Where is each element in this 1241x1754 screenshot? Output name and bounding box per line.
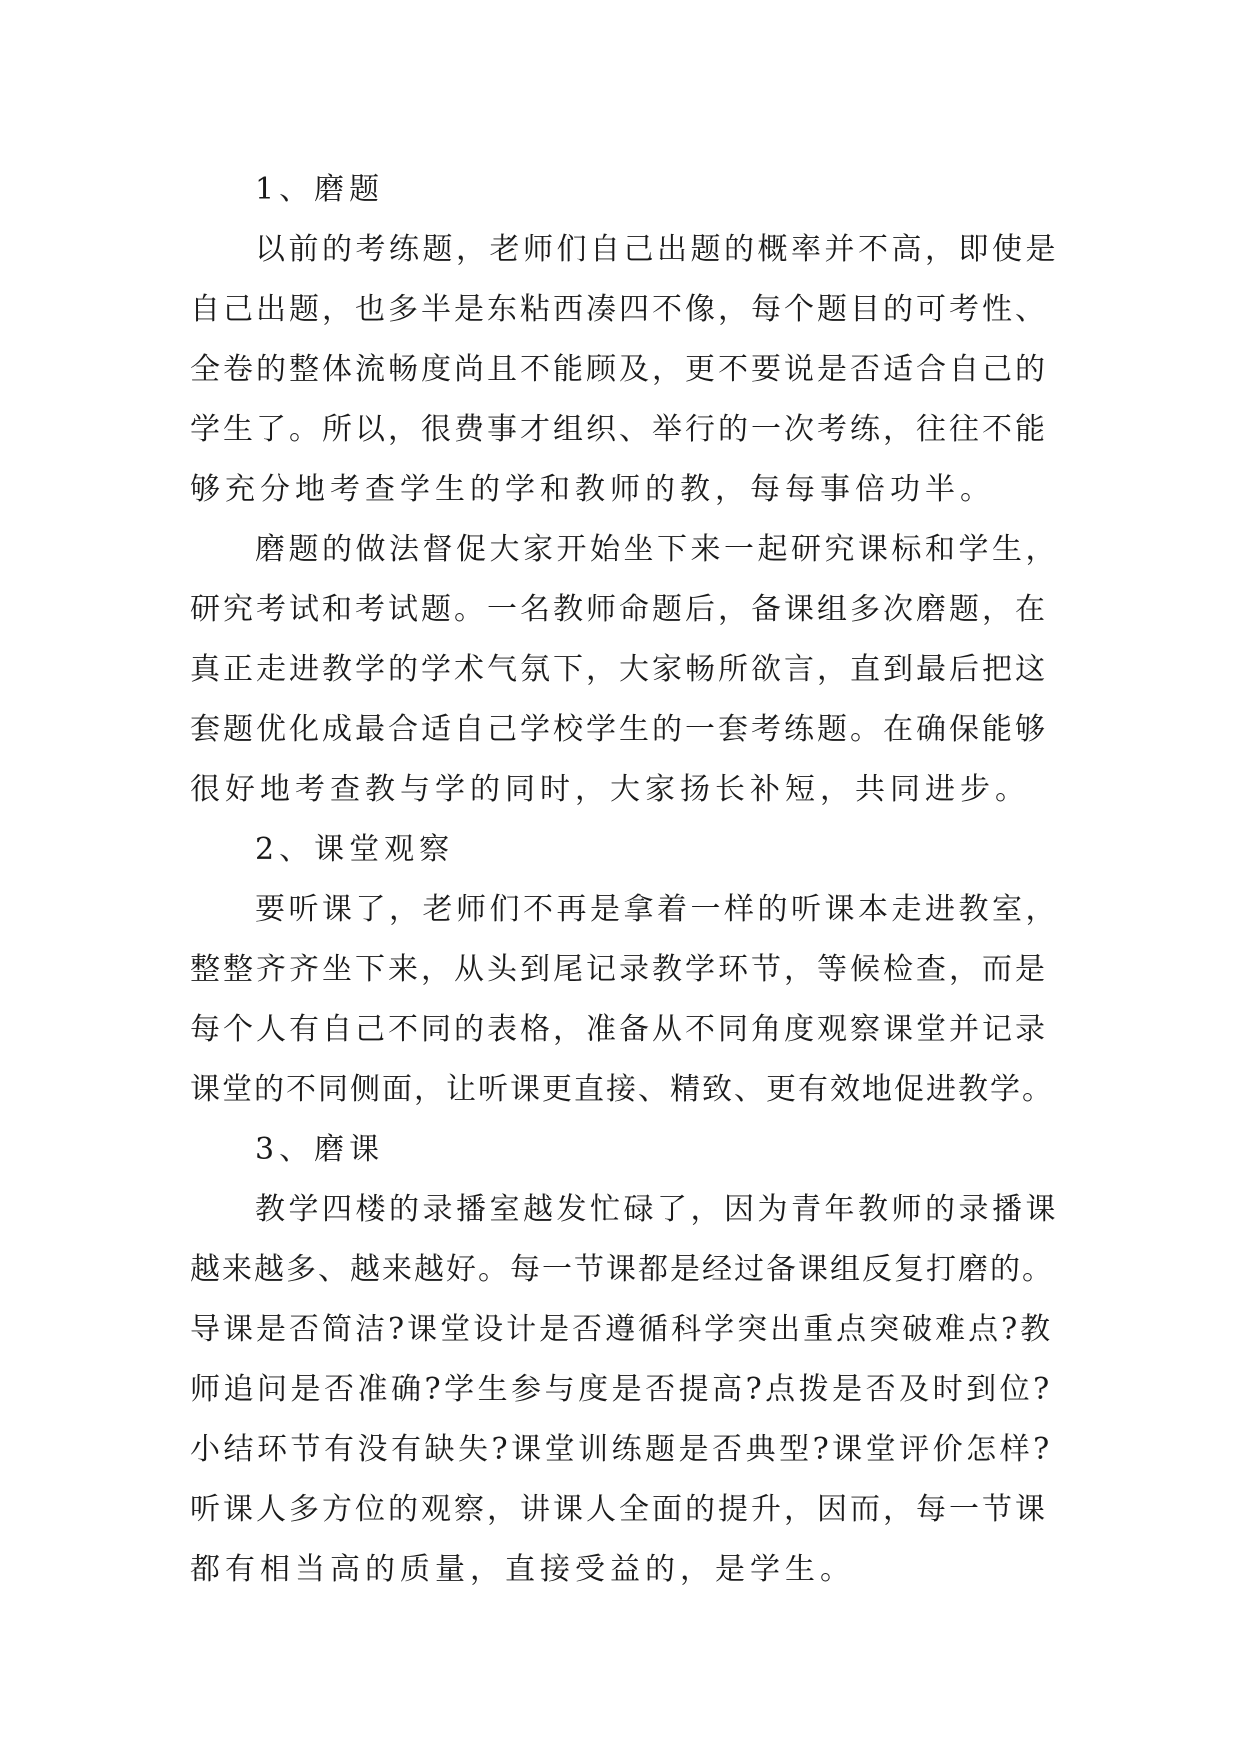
text-line: 磨题的做法督促大家开始坐下来一起研究课标和学生， <box>255 532 1059 567</box>
text-line: 以前的考练题，老师们自己出题的概率并不高，即使是 <box>255 232 1059 267</box>
text-line: 都有相当高的质量，直接受益的，是学生。 <box>190 1552 855 1587</box>
text-line: 学生了。所以，很费事才组织、举行的一次考练，往往不能 <box>190 412 1048 447</box>
text-line: 要听课了，老师们不再是拿着一样的听课本走进教室， <box>255 892 1059 927</box>
text-line: 师追问是否准确?学生参与度是否提高?点拨是否及时到位? <box>190 1372 1053 1407</box>
text-line: 听课人多方位的观察，讲课人全面的提升，因而，每一节课 <box>190 1492 1048 1527</box>
text-line: 小结环节有没有缺失?课堂训练题是否典型?课堂评价怎样? <box>190 1432 1053 1467</box>
text-line: 导课是否简洁?课堂设计是否遵循科学突出重点突破难点?教 <box>190 1312 1054 1347</box>
document-page <box>190 160 1060 1600</box>
text-line: 很好地考查教与学的同时，大家扬长补短，共同进步。 <box>190 772 1030 807</box>
text-line: 2、课堂观察 <box>255 832 455 867</box>
text-line: 够充分地考查学生的学和教师的教，每每事倍功半。 <box>190 472 995 507</box>
text-line: 3、磨课 <box>255 1132 385 1167</box>
text-line: 研究考试和考试题。一名教师命题后，备课组多次磨题，在 <box>190 592 1048 627</box>
text-line: 1、磨题 <box>255 172 385 207</box>
text-line: 套题优化成最合适自己学校学生的一套考练题。在确保能够 <box>190 712 1048 747</box>
text-line: 真正走进教学的学术气氛下，大家畅所欲言，直到最后把这 <box>190 652 1048 687</box>
text-line: 自己出题，也多半是东粘西凑四不像，每个题目的可考性、 <box>190 292 1048 327</box>
text-line: 越来越多、越来越好。每一节课都是经过备课组反复打磨的。 <box>190 1252 1054 1287</box>
text-line: 整整齐齐坐下来，从头到尾记录教学环节，等候检查，而是 <box>190 952 1048 987</box>
text-line: 课堂的不同侧面，让听课更直接、精致、更有效地促进教学。 <box>190 1072 1054 1107</box>
text-line: 教学四楼的录播室越发忙碌了，因为青年教师的录播课 <box>255 1192 1059 1227</box>
text-line: 全卷的整体流畅度尚且不能顾及，更不要说是否适合自己的 <box>190 352 1048 387</box>
text-line: 每个人有自己不同的表格，准备从不同角度观察课堂并记录 <box>190 1012 1048 1047</box>
